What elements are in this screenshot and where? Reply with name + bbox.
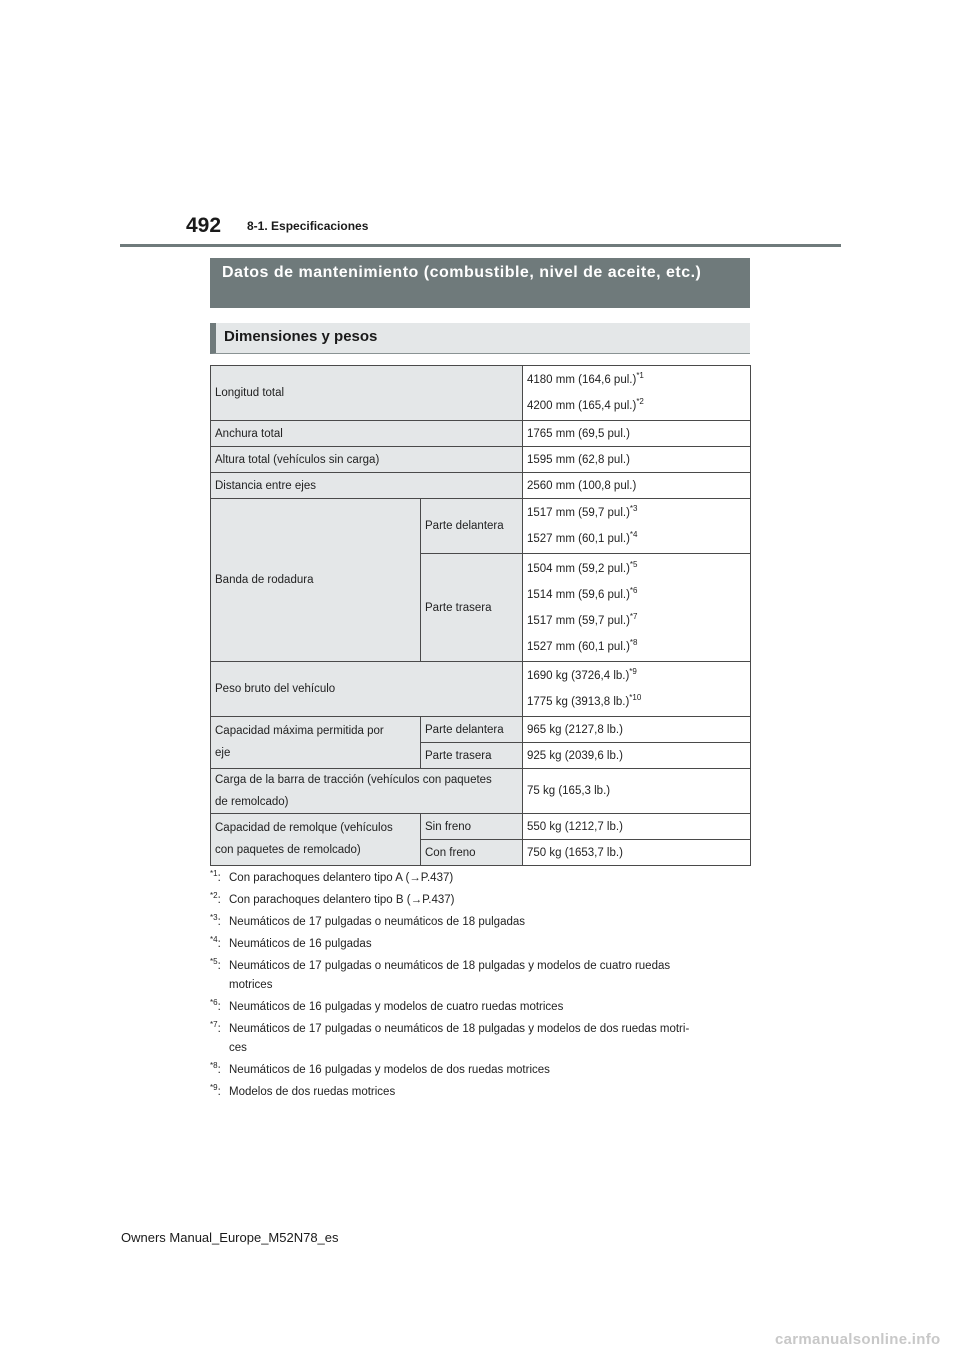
row-value: 925 kg (2039,6 lb.) <box>523 743 751 769</box>
footer-manual-id: Owners Manual_Europe_M52N78_es <box>121 1230 339 1245</box>
value-line: 1517 mm (59,7 pul.)$^{*3}$ <box>527 504 638 519</box>
value-line: 4180 mm (164,6 pul.)$^{*1}$ <box>527 371 644 386</box>
row-value: 1595 mm (62,8 pul.) <box>523 447 751 473</box>
footnote: $^{*3}$: Neumáticos de 17 pulgadas o neumáticos de 18 pulgadas <box>210 913 526 928</box>
row-value <box>523 499 751 554</box>
footnotes <box>210 869 750 1105</box>
footnote: $^{*8}$: Neumáticos de 16 pulgadas y modelos de dos ruedas motrices <box>210 1061 550 1076</box>
header-divider <box>120 244 841 247</box>
row-value <box>523 554 751 662</box>
table-row <box>211 662 751 717</box>
row-value: 550 kg (1212,7 lb.) <box>523 814 751 840</box>
row-label: Altura total (vehículos sin carga) <box>211 447 523 473</box>
sub-label: Parte delantera <box>421 717 523 743</box>
table-row <box>211 717 751 743</box>
sub-heading: Dimensiones y pesos <box>210 323 750 354</box>
table-row <box>211 473 751 499</box>
table-row <box>211 814 751 840</box>
sub-label: Parte trasera <box>421 743 523 769</box>
sub-label: Parte trasera <box>421 554 523 662</box>
footnote: $^{*9}$: Modelos de dos ruedas motrices <box>210 1083 396 1098</box>
dimensions-table <box>210 365 751 866</box>
row-label: Capacidad de remolque (vehículos con paquetes de remolcado) <box>211 814 421 866</box>
row-label: Carga de la barra de tracción (vehículos con paquetes de remolcado) <box>211 769 523 814</box>
footnote: $^{*5}$: Neumáticos de 17 pulgadas o neumáticos de 18 pulgadas y modelos de cuatro ruedas motrices <box>210 957 671 991</box>
row-label: Anchura total <box>211 421 523 447</box>
footnote: $^{*4}$: Neumáticos de 16 pulgadas <box>210 935 372 950</box>
value-line: 1527 mm (60,1 pul.)$^{*4}$ <box>527 530 638 545</box>
table-row <box>211 447 751 473</box>
row-value: 2560 mm (100,8 pul.) <box>523 473 751 499</box>
row-label: Distancia entre ejes <box>211 473 523 499</box>
value-line: 1504 mm (59,2 pul.)$^{*5}$ <box>527 559 638 575</box>
value-line: 1775 kg (3913,8 lb.)$^{*10}$ <box>527 693 642 708</box>
table-row <box>211 499 751 554</box>
section-title: 8-1. Especificaciones <box>247 219 369 233</box>
row-label: Capacidad máxima permitida por eje <box>211 717 421 769</box>
footnote: $^{*6}$: Neumáticos de 16 pulgadas y modelos de cuatro ruedas motrices <box>210 998 564 1013</box>
row-value <box>523 366 751 421</box>
page-number: 492 <box>186 214 222 237</box>
table-row <box>211 421 751 447</box>
row-value: 1765 mm (69,5 pul.) <box>523 421 751 447</box>
row-label: Banda de rodadura <box>211 499 421 662</box>
row-label: Peso bruto del vehículo <box>211 662 523 717</box>
main-heading: Datos de mantenimiento (combustible, nivel de aceite, etc.) <box>210 258 750 308</box>
table-row <box>211 366 751 421</box>
sub-label: Parte delantera <box>421 499 523 554</box>
value-line: 1690 kg (3726,4 lb.)$^{*9}$ <box>527 667 637 682</box>
row-value: 75 kg (165,3 lb.) <box>523 769 751 814</box>
row-value: 965 kg (2127,8 lb.) <box>523 717 751 743</box>
watermark: carmanualsonline.info <box>775 1331 941 1348</box>
value-line: 1514 mm (59,6 pul.)$^{*6}$ <box>527 585 638 601</box>
row-value: 750 kg (1653,7 lb.) <box>523 840 751 866</box>
row-value <box>523 662 751 717</box>
footnote: $^{*7}$: Neumáticos de 17 pulgadas o neumáticos de 18 pulgadas y modelos de dos ruedas motri- ces <box>210 1020 690 1054</box>
footnote: $^{*2}$: Con parachoques delantero tipo B (→P.437) <box>210 891 455 906</box>
table-row <box>211 769 751 814</box>
value-line: 1527 mm (60,1 pul.)$^{*8}$ <box>527 637 638 653</box>
sub-label: Sin freno <box>421 814 523 840</box>
value-line: 1517 mm (59,7 pul.)$^{*7}$ <box>527 611 638 627</box>
footnote: $^{*1}$: Con parachoques delantero tipo A (→P.437) <box>210 869 454 884</box>
value-line: 4200 mm (165,4 pul.)$^{*2}$ <box>527 397 644 412</box>
row-label: Longitud total <box>211 366 523 421</box>
sub-label: Con freno <box>421 840 523 866</box>
